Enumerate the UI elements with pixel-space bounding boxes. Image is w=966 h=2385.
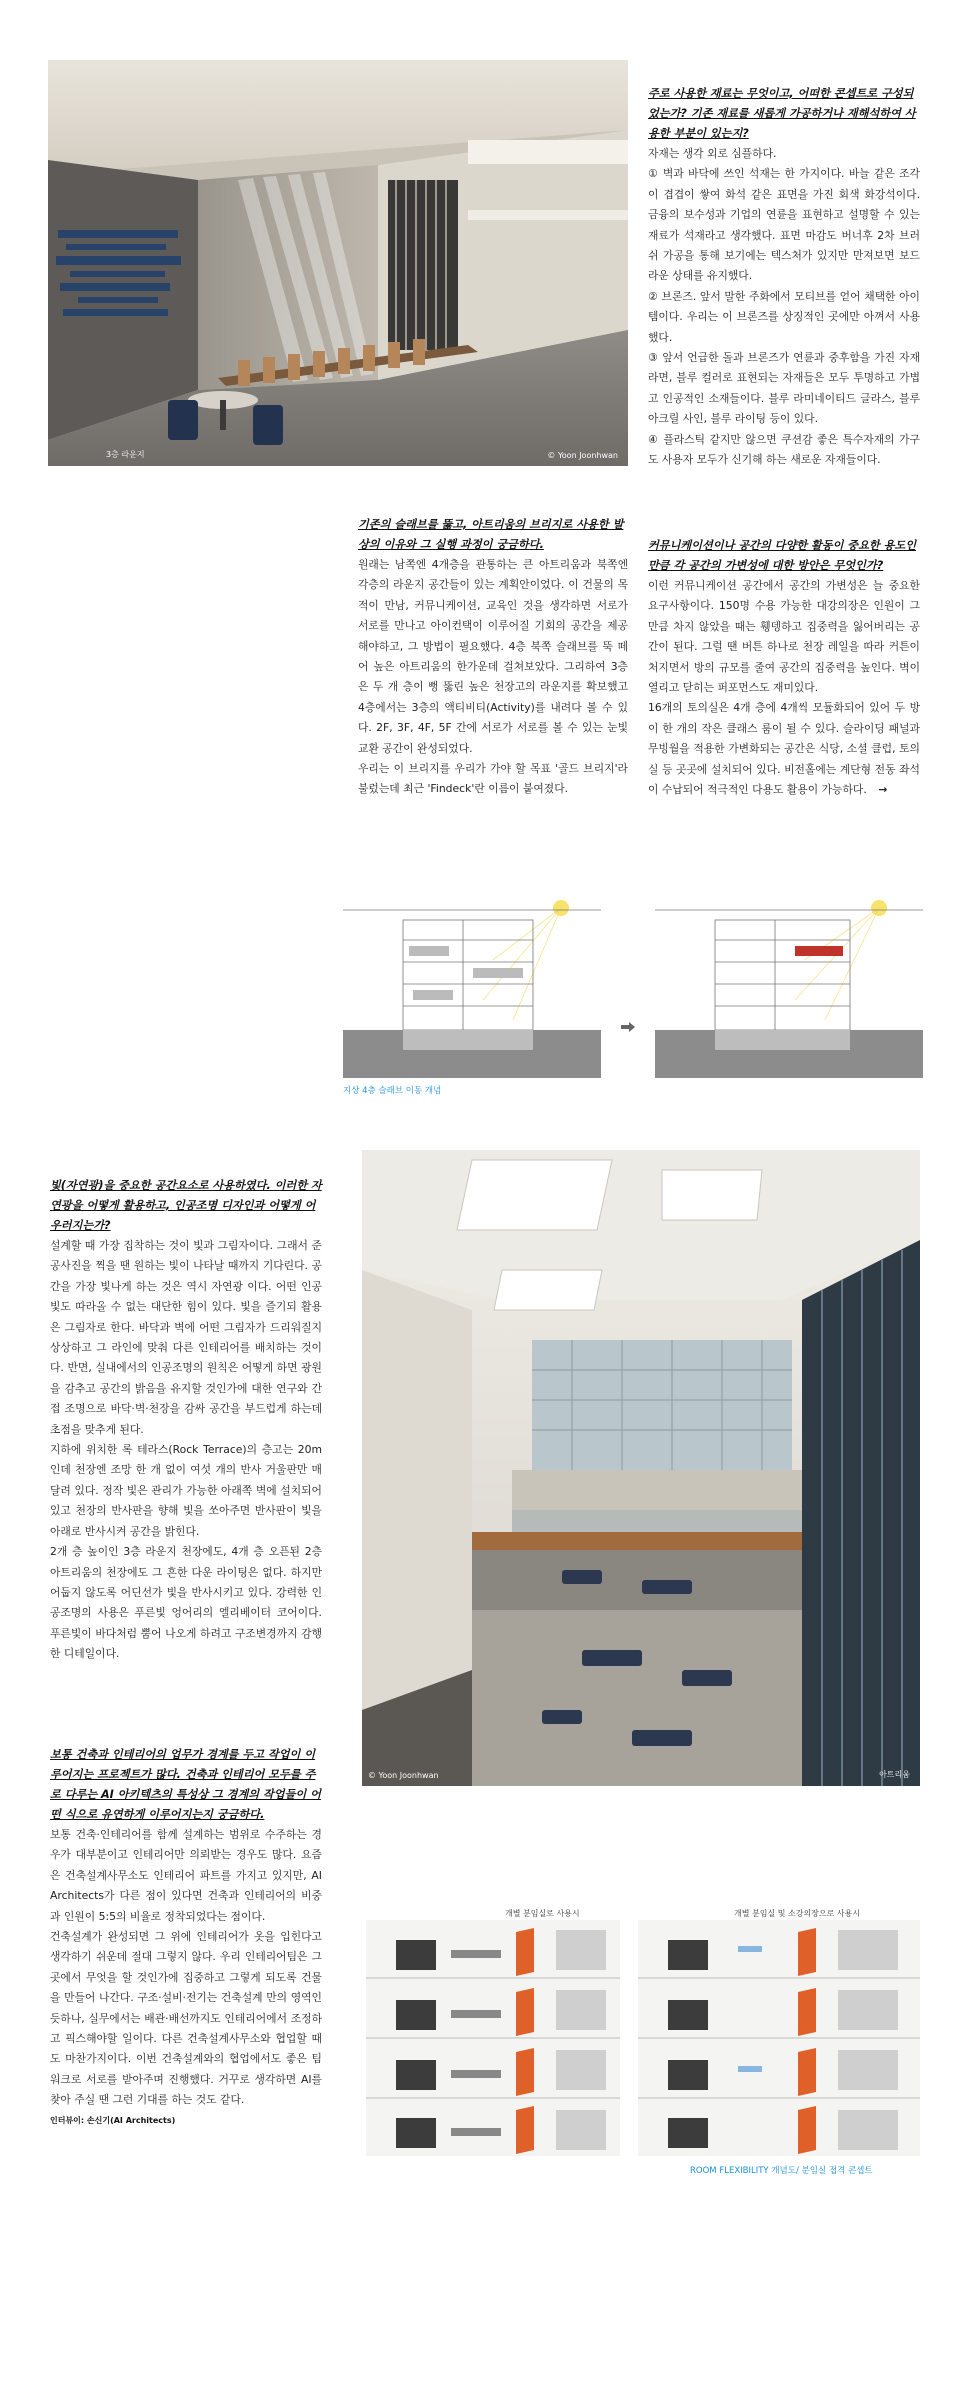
flexibility-question: 커뮤니케이션이나 공간의 다양한 활동이 중요한 용도인 만큼 각 공간의 가변성에 대한 방안은 무엇인가? bbox=[648, 539, 917, 572]
light-paragraph-1: 설계할 때 가장 집착하는 것이 빛과 그림자이다. 그래서 준공사진을 찍을 땐 원하는 빛이 나타날 때까지 기다린다. 공간을 가장 빛나게 하는 것은 역시 자연광 이다. 어떤 인공빛도 따라올 수 없는 대단한 힘이 있다. 빛을 즐기되 활용은 그림자로 한다. 바닥과 벽에 어떤 그림자가 드리워질지 상상하고 그 라인에 맞춰 다른 인테리어를 배치하는 것이다. 반면, 실내에서의 인공조명의 원칙은 어떻게 하면 광원을 감추고 공간의 밝음을 유지할 것인가에 대한 연구와 간접 조명으로 바닥·벽·천장을 감싸 공간을 부드럽게 하는데 초점을 맞추게 된다. bbox=[50, 1239, 322, 1436]
light-paragraph-2: 지하에 위치한 록 테라스(Rock Terrace)의 층고는 20m인데 천장엔 조망 한 개 없이 여섯 개의 반사 거울판만 매달려 있다. 정작 빛은 관리가 가능한 아래쪽 벽에 설치되어있고 천장의 반사판을 향해 빛을 쏘아주면 반사판이 빛을 아래로 반사시켜 공간을 밝힌다. bbox=[50, 1443, 322, 1538]
section-diagram-left-graphic bbox=[343, 890, 601, 1078]
atrium-photo-credit: © Yoon Joonhwan bbox=[368, 1771, 439, 1780]
bridge-paragraph-2: 우리는 이 브리지를 우리가 가야 할 목표 '골드 브리지'라 불렀는데 최근 'Findeck'란 이름이 붙여졌다. bbox=[358, 762, 628, 796]
materials-paragraph-2: ① 벽과 바닥에 쓰인 석재는 한 가지이다. 바늘 같은 조각이 겹겹이 쌓여 화석 같은 표면을 가진 회색 화강석이다. 금융의 보수성과 기업의 연륜을 표현하고 설명할 수 있는 재료가 석재라고 생각했다. 표면 마감도 버너후 2차 브러쉬 가공을 통해 보기에는 텍스처가 있지만 만져보면 보드라운 상태를 유지했다. bbox=[648, 167, 920, 283]
transition-arrow-icon bbox=[621, 1017, 635, 1027]
flexibility-section bbox=[648, 536, 920, 800]
plan-label-right: 개별 분임실 및 소강의장으로 사용시 bbox=[734, 1909, 861, 1918]
room-plan-right-graphic bbox=[638, 1920, 920, 2156]
materials-paragraph-1: 자재는 생각 외로 심플하다. bbox=[648, 147, 777, 160]
collaboration-section bbox=[50, 1745, 322, 2126]
collaboration-paragraph-1: 보통 건축·인테리어를 함께 설계하는 범위로 수주하는 경우가 대부분이고 인테리어만 의뢰받는 경우도 많다. 요즘은 건축설계사무소도 인테리어 파트를 가지고 있지만, AI Architects가 다른 점이 있다면 건축과 인테리어의 비중과 인원이 5:5의 비율로 정착되었다는 점이다. bbox=[50, 1828, 322, 1923]
moved-slab-highlight bbox=[795, 946, 843, 956]
collaboration-question: 보통 건축과 인테리어의 업무가 경계를 두고 작업이 이루어지는 프로젝트가 많다. 건축과 인테리어 모두를 주로 다루는 AI 아키텍츠의 특성상 그 경계의 작업들이 어떤 식으로 유연하게 이루어지는지 궁금하다. bbox=[50, 1748, 321, 1821]
materials-paragraph-5: ④ 플라스틱 같지만 않으면 쿠션감 좋은 특수자재의 가구도 사용자 모두가 신기해 하는 새로운 자재들이다. bbox=[648, 432, 920, 467]
room-plan-left-graphic bbox=[366, 1920, 620, 2156]
lounge-photo-credit: © Yoon Joonhwan bbox=[547, 451, 618, 460]
transition-arrow-icon-graphic bbox=[621, 1022, 635, 1032]
plans-caption: ROOM FLEXIBILITY 개념도/ 분임실 접격 콘셉트 bbox=[690, 2166, 873, 2176]
materials-paragraph-4: ③ 앞서 언급한 돌과 브론즈가 연륜과 중후함을 가진 자재라면, 블루 컬러로 표현되는 자재들은 모두 투명하고 가볍고 인공적인 소재들이다. 블루 라미네이티드 글라스, 블루 아크릴 사인, 블루 라이팅 등이 있다. bbox=[648, 351, 920, 426]
atrium-photo bbox=[362, 1150, 920, 1786]
collaboration-paragraph-2: 건축설계가 완성되면 그 위에 인테리어가 옷을 입힌다고 생각하기 쉬운데 절대 그렇지 않다. 우리 인테리어팀은 그곳에서 무엇을 할 것인가에 집중하고 그렇게 되도록 건물을 만들어 나간다. 구조·설비·전기는 건축설계 만의 영역인 듯하나, 실무에서는 배관·배선까지도 인테리어에서 조정하고 픽스해야할 일이다. 다른 건축설계사무소와 협업할 때도 마찬가지이다. 이번 건축설계와의 협업에서도 좋은 팀워크로 서로를 받아주며 진행했다. 거꾸로 생각하면 AI를 찾아 주실 땐 그런 기대를 하는 것도 같다. bbox=[50, 1930, 322, 2107]
sections-caption: 지상 4층 슬래브 이동 개념 bbox=[343, 1086, 442, 1096]
atrium-photo-graphic bbox=[362, 1150, 920, 1786]
plan-label-left: 개별 분임실로 사용시 bbox=[505, 1909, 580, 1918]
section-diagram-left bbox=[343, 890, 601, 1078]
materials-question: 주로 사용한 재료는 무엇이고, 어떠한 콘셉트로 구성되었는가? 기존 재료를 새롭게 가공하거나 재해석하여 사용한 부분이 있는지? bbox=[648, 87, 916, 140]
flexibility-paragraph-2 bbox=[648, 698, 920, 800]
light-paragraph-3: 2개 층 높이인 3층 라운지 천장에도, 4개 층 오픈된 2층 아트리움의 천장에도 그 흔한 다운 라이팅은 없다. 하지만 어둡지 않도록 어딘선가 빛을 반사시키고 있다. 강력한 인공조명의 사용은 푸른빛 엉어리의 엘리베이터 코어이다. 푸른빛이 바다처럼 뿜어 나오게 하려고 구조변경까지 감행한 디테일이다. bbox=[50, 1545, 322, 1661]
flexibility-paragraph-1: 이런 커뮤니케이션 공간에서 공간의 가변성은 늘 중요한 요구사항이다. 150명 수용 가능한 대강의장은 인원이 그만큼 차지 않았을 때는 휑뎅하고 집중력을 잃어버리는 공간이 된다. 그럴 땐 버튼 하나로 천장 레일을 따라 커튼이 처지면서 방의 규모를 줄여 공간의 집중력을 높인다. 벽이 열리고 닫히는 퍼포먼스도 재미있다. bbox=[648, 579, 920, 695]
interviewee-credit: 인터뷰이: 손신기(AI Architects) bbox=[50, 2115, 176, 2125]
room-plan-right bbox=[638, 1920, 920, 2156]
continue-arrow-icon: → bbox=[878, 783, 888, 797]
materials-paragraph-3: ② 브론즈. 앞서 말한 주화에서 모티브를 얻어 채택한 아이템이다. 우리는 이 브론즈를 상징적인 곳에만 아껴서 사용했다. bbox=[648, 289, 920, 344]
section-diagram-right-graphic bbox=[655, 890, 923, 1078]
lounge-photo-caption: 3층 라운지 bbox=[106, 450, 145, 459]
bridge-question: 기존의 슬래브를 뚫고, 아트리움의 브리지로 사용한 발상의 이유와 그 실행 과정이 궁금하다. bbox=[358, 518, 624, 551]
atrium-photo-caption: 아트리움 bbox=[879, 1770, 910, 1779]
lounge-photo-graphic bbox=[48, 60, 628, 466]
light-section bbox=[50, 1176, 322, 1665]
room-plan-left bbox=[366, 1920, 620, 2156]
lounge-photo bbox=[48, 60, 628, 466]
bridge-section bbox=[358, 515, 628, 800]
section-diagram-right bbox=[655, 890, 923, 1078]
materials-section bbox=[648, 84, 920, 471]
flexibility-paragraph-2-text: 16개의 토의실은 4개 층에 4개씩 모듈화되어 있어 두 방이 한 개의 작은 클래스 룸이 될 수 있다. 슬라이딩 패널과 무빙월을 적용한 가변화되는 공간은 식당, 소셜 클럽, 토의실 등 곳곳에 설치되어 있다. 비전홀에는 계단형 전동 좌석이 수납되어 적극적인 다용도 활용이 가능하다. bbox=[648, 701, 920, 797]
light-question: 빛(자연광)을 중요한 공간요소로 사용하였다. 이러한 자연광을 어떻게 활용하고, 인공조명 디자인과 어떻게 어우러지는가? bbox=[50, 1179, 322, 1232]
bridge-paragraph-1: 원래는 남쪽엔 4개층을 관통하는 큰 아트리움과 북쪽엔 각층의 라운지 공간들이 있는 계획안이었다. 이 건물의 목적이 만남, 커뮤니케이션, 교육인 것을 생각하면 서로가 서로를 만나고 아이컨택이 이루어질 기회의 공간을 제공해야하고, 그 방법이 필요했다. 4층 북쪽 슬래브를 뚝 떼어 높은 아트리움의 한가운데 걸쳐보았다. 그리하여 3층은 두 개 층이 뻥 뚫린 높은 천장고의 라운지를 확보했고 4층에서는 3층의 액티비티(Activity)를 내려다 볼 수 있다. 2F, 3F, 4F, 5F 간에 서로가 서로를 볼 수 있는 눈빛교환 공간이 완성되었다. bbox=[358, 558, 628, 755]
